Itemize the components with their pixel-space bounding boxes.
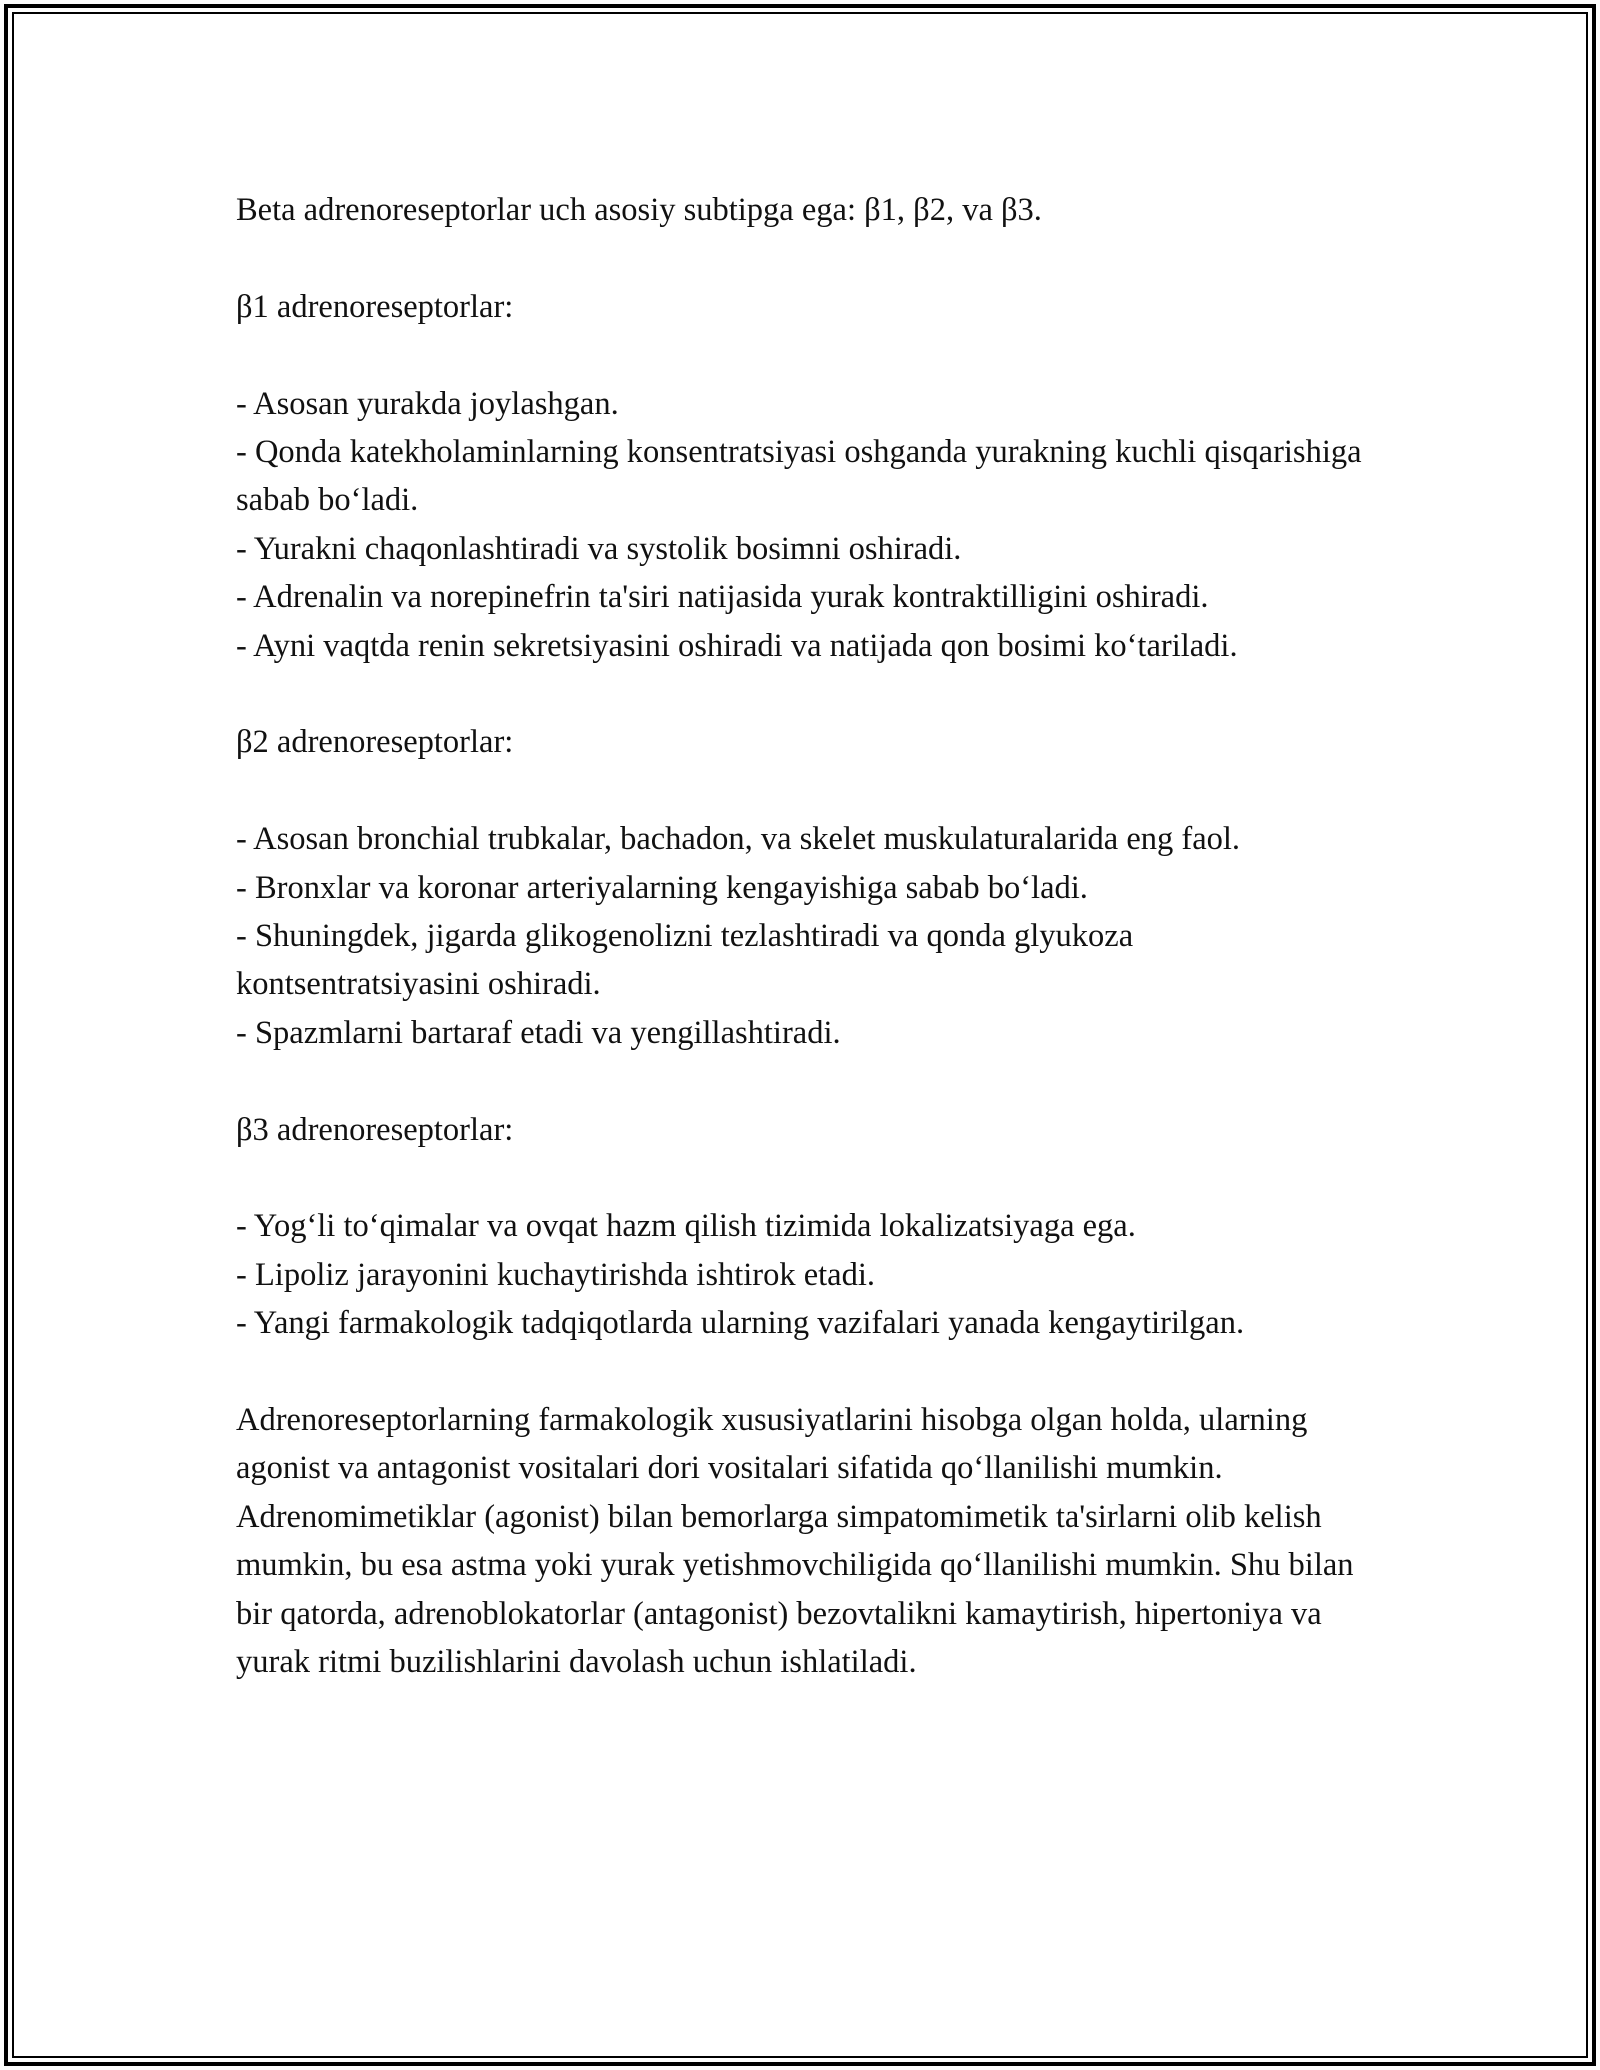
spacer [236,1154,1376,1202]
list-item: - Lipoliz jarayonini kuchaytirishda ishtirok etadi. [236,1256,876,1293]
spacer [236,1057,1376,1105]
list-item: - Spazmlarni bartaraf etadi va yengillashtiradi. [236,1014,841,1051]
spacer [236,670,1376,718]
spacer [236,767,1376,815]
spacer [236,331,1376,379]
list-item: - Shuningdek, jigarda glikogenolizni tezlashtiradi va qonda glyukoza kontsentratsiyasini oshiradi. [236,918,1142,1003]
section-heading-beta3: β3 adrenoreseptorlar: [236,1111,514,1148]
list-item: - Asosan yurakda joylashgan. [236,385,619,422]
intro-paragraph: Beta adrenoreseptorlar uch asosiy subtipga ega: β1, β2, va β3. [236,192,1042,228]
list-item: - Asosan bronchial trubkalar, bachadon, va skelet muskulaturalarida eng faol. [236,821,1241,858]
list-item: - Qonda katekholaminlarning konsentratsiyasi oshganda yurakning kuchli qisqarishiga sabab bo‘ladi. [236,434,1370,519]
spacer [236,234,1376,282]
list-item: - Yurakni chaqonlashtiradi va systolik bosimni oshiradi. [236,530,962,567]
list-item: - Adrenalin va norepinefrin ta'siri natijasida yurak kontraktilligini oshiradi. [236,579,1209,616]
conclusion-paragraph: Adrenoreseptorlarning farmakologik xususiyatlarini hisobga olgan holda, ularning agonist va antagonist vositalari dori vositalari sifatida qo‘llanilishi mumkin. Adrenomimetiklar (agonist) bilan bemorlarga simpatomimetik ta'sirlarni olib kelish mumkin, bu esa astma yoki yurak yetishmovchiligida qo‘llanilishi mumkin. Shu bilan bir qatorda, adrenoblokatorlar (antagonist) bezovtalikni kamaytirish, hipertoniya va yurak ritmi buzilishlarini davolash uchun ishlatiladi. [236,1402,1362,1681]
document-body [236,186,1376,1686]
spacer [236,1348,1376,1396]
list-item: - Bronxlar va koronar arteriyalarning kengayishiga sabab bo‘ladi. [236,869,1088,906]
section-heading-beta2: β2 adrenoreseptorlar: [236,724,514,761]
list-item: - Yangi farmakologik tadqiqotlarda ularning vazifalari yanada kengaytirilgan. [236,1305,1245,1342]
section-heading-beta1: β1 adrenoreseptorlar: [236,288,514,325]
list-item: - Ayni vaqtda renin sekretsiyasini oshiradi va natijada qon bosimi ko‘tariladi. [236,627,1238,664]
list-item: - Yog‘li to‘qimalar va ovqat hazm qilish tizimida lokalizatsiyaga ega. [236,1208,1136,1245]
